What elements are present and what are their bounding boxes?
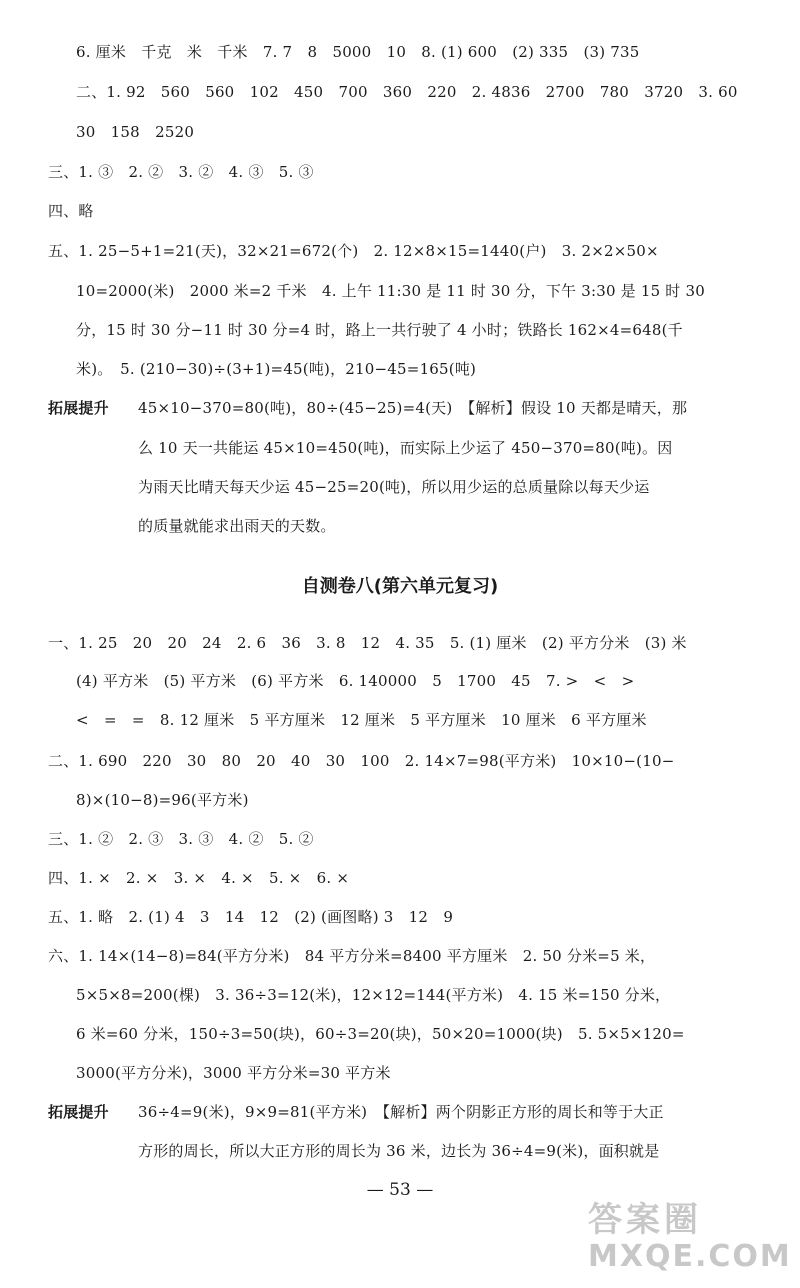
extension-label [48, 1102, 128, 1122]
extension-line: 么 10 天一共能运 45×10=450(吨)，而实际上少运了 450−370=80(吨)。因 [138, 439, 673, 457]
answer-line: 三、1. ② 2. ③ 3. ③ 4. ② 5. ② [48, 830, 314, 848]
extension-label-text: 拓展提升 [48, 1103, 109, 1121]
watermark-logo [588, 1192, 792, 1282]
watermark-top: 答案圈 [588, 1200, 702, 1240]
answer-line: 8)×(10−8)=96(平方米) [76, 791, 249, 809]
answer-line: 二、1. 92 560 560 102 450 700 360 220 2. 4836 2700 780 3720 3. 60 [76, 83, 738, 101]
watermark-bottom: MXQE.COM [588, 1239, 792, 1274]
extension-line: 45×10−370=80(吨)，80÷(45−25)=4(天) 【解析】假设 10 天都是晴天，那 [138, 399, 688, 417]
answer-line: 二、1. 690 220 30 80 20 40 30 100 2. 14×7=98(平方米) 10×10−(10− [48, 752, 675, 770]
answer-line: 三、1. ③ 2. ② 3. ② 4. ③ 5. ③ [48, 163, 314, 181]
answer-line: < = = 8. 12 厘米 5 平方厘米 12 厘米 5 平方厘米 10 厘米 6 平方厘米 [76, 711, 647, 729]
answer-line: 6 米=60 分米，150÷3=50(块)，60÷3=20(块)，50×20=1000(块) 5. 5×5×120= [76, 1025, 685, 1043]
extension-line: 方形的周长，所以大正方形的周长为 36 米，边长为 36÷4=9(米)，面积就是 [138, 1142, 660, 1160]
answer-line: 六、1. 14×(14−8)=84(平方分米) 84 平方分米=8400 平方厘米 2. 50 分米=5 米， [48, 947, 656, 965]
answer-line: 3000(平方分米)，3000 平方分米=30 平方米 [76, 1064, 391, 1082]
extension-line: 36÷4=9(米)，9×9=81(平方米) 【解析】两个阴影正方形的周长和等于大正 [138, 1103, 664, 1121]
answer-line: 5×5×8=200(棵) 3. 36÷3=12(米)，12×12=144(平方米) 4. 15 米=150 分米， [76, 986, 671, 1004]
answer-line: 五、1. 25−5+1=21(天)，32×21=672(个) 2. 12×8×15=1440(户) 3. 2×2×50× [48, 242, 659, 260]
answer-line: 10=2000(米) 2000 米=2 千米 4. 上午 11:30 是 11 时 30 分，下午 3:30 是 15 时 30 [76, 282, 705, 300]
answer-line: 30 158 2520 [76, 123, 195, 141]
extension-label [48, 398, 128, 418]
answer-line: 一、1. 25 20 20 24 2. 6 36 3. 8 12 4. 35 5. (1) 厘米 (2) 平方分米 (3) 米 [48, 634, 687, 652]
answer-line: 米)。 5. (210−30)÷(3+1)=45(吨)，210−45=165(吨) [76, 360, 477, 378]
answer-line: 四、1. × 2. × 3. × 4. × 5. × 6. × [48, 869, 350, 887]
answer-line: 四、略 [48, 202, 94, 220]
extension-line: 为雨天比晴天每天少运 45−25=20(吨)，所以用少运的总质量除以每天少运 [138, 478, 650, 496]
extension-label-text: 拓展提升 [48, 399, 109, 417]
answer-line: (4) 平方米 (5) 平方米 (6) 平方米 6. 140000 5 1700 45 7. > < > [76, 672, 635, 690]
answer-line: 6. 厘米 千克 米 千米 7. 7 8 5000 10 8. (1) 600 (2) 335 (3) 735 [76, 43, 640, 61]
extension-line: 的质量就能求出雨天的天数。 [138, 517, 336, 535]
page-number: — 53 — [366, 1180, 434, 1200]
answer-line: 五、1. 略 2. (1) 4 3 14 12 (2) (画图略) 3 12 9 [48, 908, 454, 926]
answer-line: 分，15 时 30 分−11 时 30 分=4 时，路上一共行驶了 4 小时；铁路长 162×4=648(千 [76, 321, 683, 339]
section-title: 自测卷八(第六单元复习) [301, 576, 499, 597]
